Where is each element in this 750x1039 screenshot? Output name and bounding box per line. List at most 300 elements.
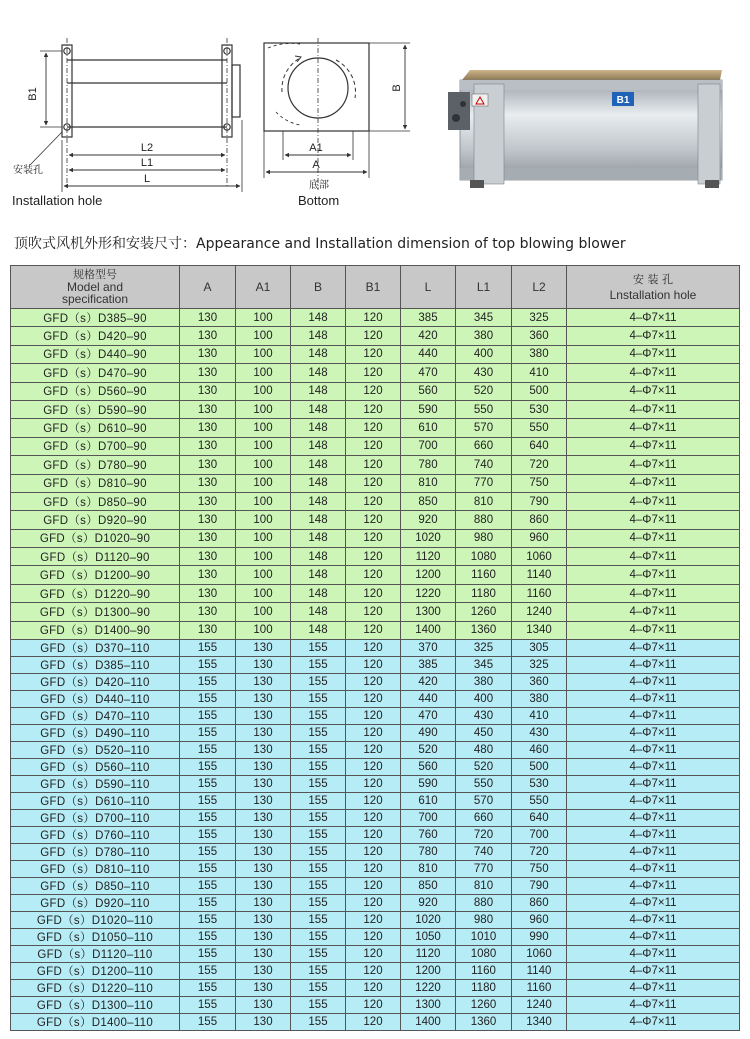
cell-model: GFD（s）D610–110 [11, 793, 180, 810]
cell-l1: 520 [456, 759, 512, 776]
cell-l: 440 [401, 345, 456, 363]
table-row [11, 345, 740, 363]
cell-a: 155 [180, 963, 236, 980]
cell-b: 148 [291, 621, 346, 639]
table-body [11, 309, 740, 1031]
header-model [11, 266, 180, 309]
cell-installation-hole: 4–Φ7×11 [567, 708, 740, 725]
cell-b1: 120 [346, 980, 401, 997]
cell-l: 760 [401, 827, 456, 844]
cell-l1: 430 [456, 364, 512, 382]
cell-model: GFD（s）D385–110 [11, 657, 180, 674]
dim-l2-label: L2 [140, 142, 154, 154]
cell-l1: 660 [456, 437, 512, 455]
cell-a1: 100 [236, 309, 291, 327]
cell-l: 1120 [401, 548, 456, 566]
cell-a: 155 [180, 810, 236, 827]
cell-l1: 1260 [456, 997, 512, 1014]
side-view-drawing [30, 38, 242, 192]
cell-b1: 120 [346, 793, 401, 810]
cell-l2: 700 [512, 827, 567, 844]
header-l2: L2 [512, 266, 567, 309]
cell-l2: 860 [512, 895, 567, 912]
cell-a: 130 [180, 327, 236, 345]
cell-installation-hole: 4–Φ7×11 [567, 603, 740, 621]
cell-a: 130 [180, 511, 236, 529]
cell-a1: 100 [236, 327, 291, 345]
cell-installation-hole: 4–Φ7×11 [567, 566, 740, 584]
cell-l2: 360 [512, 327, 567, 345]
cell-a: 155 [180, 997, 236, 1014]
cell-l1: 325 [456, 640, 512, 657]
cell-b1: 120 [346, 657, 401, 674]
table-row [11, 776, 740, 793]
cell-l1: 1260 [456, 603, 512, 621]
cell-b1: 120 [346, 456, 401, 474]
cell-l: 780 [401, 844, 456, 861]
cell-a: 130 [180, 437, 236, 455]
cell-b1: 120 [346, 674, 401, 691]
cell-l2: 1160 [512, 980, 567, 997]
cell-b1: 120 [346, 810, 401, 827]
cell-a1: 100 [236, 511, 291, 529]
cell-l1: 1010 [456, 929, 512, 946]
cell-b1: 120 [346, 759, 401, 776]
cell-model: GFD（s）D1200–90 [11, 566, 180, 584]
cell-l2: 640 [512, 437, 567, 455]
cell-b: 148 [291, 437, 346, 455]
cell-installation-hole: 4–Φ7×11 [567, 776, 740, 793]
header-l1: L1 [456, 266, 512, 309]
cell-installation-hole: 4–Φ7×11 [567, 759, 740, 776]
cell-b1: 120 [346, 640, 401, 657]
cell-model: GFD（s）D1220–90 [11, 584, 180, 602]
cell-model: GFD（s）D810–90 [11, 474, 180, 492]
cell-a1: 100 [236, 584, 291, 602]
cell-l: 610 [401, 419, 456, 437]
cell-installation-hole: 4–Φ7×11 [567, 419, 740, 437]
cell-a1: 130 [236, 793, 291, 810]
cell-b: 155 [291, 929, 346, 946]
cell-b1: 120 [346, 474, 401, 492]
cell-model: GFD（s）D700–110 [11, 810, 180, 827]
cell-b1: 120 [346, 437, 401, 455]
cell-installation-hole: 4–Φ7×11 [567, 584, 740, 602]
cell-a1: 130 [236, 810, 291, 827]
cell-a1: 100 [236, 456, 291, 474]
cell-a1: 130 [236, 691, 291, 708]
cell-l: 1220 [401, 980, 456, 997]
cell-a1: 130 [236, 708, 291, 725]
header-a: A [180, 266, 236, 309]
cell-l2: 500 [512, 759, 567, 776]
cell-b: 148 [291, 584, 346, 602]
cell-l1: 430 [456, 708, 512, 725]
dim-a-label: A [312, 159, 320, 171]
cell-installation-hole: 4–Φ7×11 [567, 844, 740, 861]
installation-hole-caption: Installation hole [12, 193, 103, 208]
cell-a: 130 [180, 474, 236, 492]
cell-a: 155 [180, 912, 236, 929]
cell-model: GFD（s）D420–110 [11, 674, 180, 691]
table-row [11, 309, 740, 327]
cell-b1: 120 [346, 345, 401, 363]
cell-a1: 130 [236, 980, 291, 997]
cell-l2: 380 [512, 691, 567, 708]
cell-a1: 130 [236, 878, 291, 895]
cell-a1: 130 [236, 946, 291, 963]
cell-a: 155 [180, 759, 236, 776]
cell-l1: 550 [456, 400, 512, 418]
section-title: 顶吹式风机外形和安装尺寸：Appearance and Installation dimension of top blowing blower [14, 236, 626, 252]
cell-l1: 1160 [456, 963, 512, 980]
cell-installation-hole: 4–Φ7×11 [567, 364, 740, 382]
cell-l2: 325 [512, 309, 567, 327]
cell-l1: 740 [456, 456, 512, 474]
dim-b-label: B [391, 84, 403, 92]
cell-b1: 120 [346, 997, 401, 1014]
cell-a: 155 [180, 776, 236, 793]
cell-b1: 120 [346, 725, 401, 742]
cell-a1: 130 [236, 657, 291, 674]
cell-a: 130 [180, 309, 236, 327]
cell-l2: 1140 [512, 963, 567, 980]
cell-l: 440 [401, 691, 456, 708]
cell-b1: 120 [346, 400, 401, 418]
cell-installation-hole: 4–Φ7×11 [567, 946, 740, 963]
cell-b: 148 [291, 529, 346, 547]
cell-a: 130 [180, 345, 236, 363]
cell-l2: 1060 [512, 946, 567, 963]
table-row [11, 946, 740, 963]
cell-a: 130 [180, 548, 236, 566]
cell-b: 148 [291, 364, 346, 382]
cell-l2: 460 [512, 742, 567, 759]
drawings-svg [0, 0, 750, 215]
header-hole-en: Lnstallation hole [609, 287, 697, 302]
cell-l2: 550 [512, 419, 567, 437]
table-row [11, 912, 740, 929]
cell-l1: 345 [456, 309, 512, 327]
table-row [11, 691, 740, 708]
cell-l2: 990 [512, 929, 567, 946]
cell-a: 155 [180, 657, 236, 674]
cell-model: GFD（s）D1400–90 [11, 621, 180, 639]
cell-a: 155 [180, 929, 236, 946]
table-row [11, 382, 740, 400]
figures-area [0, 0, 750, 215]
cell-l: 520 [401, 742, 456, 759]
cell-l: 590 [401, 400, 456, 418]
cell-installation-hole: 4–Φ7×11 [567, 400, 740, 418]
cell-a: 155 [180, 861, 236, 878]
cell-model: GFD（s）D780–90 [11, 456, 180, 474]
cell-a: 155 [180, 708, 236, 725]
cell-l1: 1080 [456, 946, 512, 963]
cell-l2: 305 [512, 640, 567, 657]
cell-model: GFD（s）D1200–110 [11, 963, 180, 980]
cell-b: 155 [291, 827, 346, 844]
cell-a1: 130 [236, 844, 291, 861]
install-hole-cn-label: 安装孔 [13, 165, 43, 176]
cell-l1: 980 [456, 529, 512, 547]
cell-l2: 790 [512, 492, 567, 510]
cell-l2: 1340 [512, 621, 567, 639]
cell-l: 370 [401, 640, 456, 657]
header-installation-hole [567, 266, 740, 309]
table-row [11, 708, 740, 725]
cell-a1: 130 [236, 861, 291, 878]
table-row [11, 827, 740, 844]
cell-installation-hole: 4–Φ7×11 [567, 529, 740, 547]
blower-photo [448, 70, 722, 188]
cell-installation-hole: 4–Φ7×11 [567, 912, 740, 929]
header-model-en1: Model and [66, 280, 124, 294]
cell-model: GFD（s）D700–90 [11, 437, 180, 455]
cell-a1: 130 [236, 776, 291, 793]
table-row [11, 895, 740, 912]
cell-l2: 380 [512, 345, 567, 363]
cell-a1: 100 [236, 382, 291, 400]
cell-l2: 860 [512, 511, 567, 529]
table-row [11, 810, 740, 827]
cell-a1: 100 [236, 419, 291, 437]
table-row [11, 844, 740, 861]
header-b: B [291, 266, 346, 309]
cell-b: 155 [291, 691, 346, 708]
table-row [11, 419, 740, 437]
cell-l1: 740 [456, 844, 512, 861]
cell-l1: 400 [456, 691, 512, 708]
cell-a1: 130 [236, 997, 291, 1014]
dim-a1-label: A1 [309, 142, 323, 154]
cell-model: GFD（s）D370–110 [11, 640, 180, 657]
cell-l1: 810 [456, 492, 512, 510]
cell-a: 155 [180, 946, 236, 963]
table-row [11, 1014, 740, 1031]
bottom-view-drawing [264, 38, 410, 190]
cell-b1: 120 [346, 912, 401, 929]
cell-l1: 570 [456, 793, 512, 810]
cell-model: GFD（s）D1400–110 [11, 1014, 180, 1031]
cell-l1: 520 [456, 382, 512, 400]
cell-a1: 130 [236, 929, 291, 946]
cell-installation-hole: 4–Φ7×11 [567, 810, 740, 827]
cell-installation-hole: 4–Φ7×11 [567, 725, 740, 742]
cell-b: 155 [291, 657, 346, 674]
cell-b: 155 [291, 640, 346, 657]
cell-l1: 810 [456, 878, 512, 895]
cell-b: 155 [291, 997, 346, 1014]
cell-b1: 120 [346, 364, 401, 382]
cell-model: GFD（s）D920–90 [11, 511, 180, 529]
cell-installation-hole: 4–Φ7×11 [567, 929, 740, 946]
cell-installation-hole: 4–Φ7×11 [567, 640, 740, 657]
cell-l: 1050 [401, 929, 456, 946]
cell-a1: 100 [236, 566, 291, 584]
cell-l: 700 [401, 437, 456, 455]
header-b1: B1 [346, 266, 401, 309]
table-row [11, 529, 740, 547]
cell-installation-hole: 4–Φ7×11 [567, 742, 740, 759]
cell-a: 130 [180, 621, 236, 639]
cell-a: 155 [180, 793, 236, 810]
table-row [11, 437, 740, 455]
cell-installation-hole: 4–Φ7×11 [567, 474, 740, 492]
table-row [11, 548, 740, 566]
cell-installation-hole: 4–Φ7×11 [567, 674, 740, 691]
cell-l: 470 [401, 708, 456, 725]
cell-l1: 980 [456, 912, 512, 929]
cell-l: 1020 [401, 912, 456, 929]
cell-a: 130 [180, 603, 236, 621]
table-row [11, 511, 740, 529]
cell-l: 420 [401, 327, 456, 345]
cell-b1: 120 [346, 946, 401, 963]
cell-b: 148 [291, 603, 346, 621]
bottom-caption: Bottom [298, 193, 340, 208]
cell-l2: 720 [512, 844, 567, 861]
cell-l: 1200 [401, 566, 456, 584]
cell-a1: 100 [236, 400, 291, 418]
cell-l1: 345 [456, 657, 512, 674]
cell-a1: 130 [236, 1014, 291, 1031]
table-header-row [11, 266, 740, 309]
cell-a: 155 [180, 725, 236, 742]
cell-a: 130 [180, 529, 236, 547]
cell-b: 155 [291, 725, 346, 742]
cell-a: 155 [180, 895, 236, 912]
cell-a1: 100 [236, 474, 291, 492]
table-row [11, 566, 740, 584]
cell-model: GFD（s）D610–90 [11, 419, 180, 437]
bottom-cn-label: 底部 [309, 180, 329, 191]
cell-b1: 120 [346, 327, 401, 345]
cell-l1: 400 [456, 345, 512, 363]
cell-l2: 790 [512, 878, 567, 895]
cell-b1: 120 [346, 895, 401, 912]
cell-model: GFD（s）D470–110 [11, 708, 180, 725]
cell-l1: 1180 [456, 584, 512, 602]
cell-model: GFD（s）D1120–110 [11, 946, 180, 963]
cell-b: 155 [291, 708, 346, 725]
cell-a: 130 [180, 400, 236, 418]
table-row [11, 474, 740, 492]
cell-a: 130 [180, 492, 236, 510]
cell-l2: 410 [512, 364, 567, 382]
cell-l2: 960 [512, 912, 567, 929]
cell-l1: 720 [456, 827, 512, 844]
cell-l: 560 [401, 382, 456, 400]
cell-l: 490 [401, 725, 456, 742]
cell-l2: 750 [512, 474, 567, 492]
cell-a: 130 [180, 566, 236, 584]
cell-b1: 120 [346, 1014, 401, 1031]
cell-l: 420 [401, 674, 456, 691]
cell-a: 155 [180, 844, 236, 861]
cell-l: 920 [401, 895, 456, 912]
cell-model: GFD（s）D780–110 [11, 844, 180, 861]
table-row [11, 603, 740, 621]
cell-l: 385 [401, 657, 456, 674]
cell-l: 700 [401, 810, 456, 827]
table-row [11, 657, 740, 674]
cell-b: 155 [291, 1014, 346, 1031]
cell-b: 148 [291, 548, 346, 566]
cell-installation-hole: 4–Φ7×11 [567, 980, 740, 997]
cell-a: 130 [180, 382, 236, 400]
cell-model: GFD（s）D560–90 [11, 382, 180, 400]
cell-a1: 100 [236, 548, 291, 566]
cell-installation-hole: 4–Φ7×11 [567, 511, 740, 529]
cell-l: 780 [401, 456, 456, 474]
cell-model: GFD（s）D1020–110 [11, 912, 180, 929]
cell-a1: 100 [236, 345, 291, 363]
table-row [11, 963, 740, 980]
cell-b1: 120 [346, 584, 401, 602]
cell-b: 155 [291, 810, 346, 827]
cell-l: 1220 [401, 584, 456, 602]
cell-installation-hole: 4–Φ7×11 [567, 861, 740, 878]
cell-l2: 1240 [512, 997, 567, 1014]
cell-l: 1200 [401, 963, 456, 980]
cell-a1: 130 [236, 759, 291, 776]
cell-l1: 1160 [456, 566, 512, 584]
cell-b1: 120 [346, 382, 401, 400]
spec-table [10, 265, 740, 1031]
cell-l1: 770 [456, 861, 512, 878]
cell-l1: 380 [456, 674, 512, 691]
cell-a1: 130 [236, 674, 291, 691]
cell-installation-hole: 4–Φ7×11 [567, 1014, 740, 1031]
cell-b: 148 [291, 400, 346, 418]
cell-model: GFD（s）D1300–90 [11, 603, 180, 621]
cell-a1: 100 [236, 492, 291, 510]
cell-l: 810 [401, 861, 456, 878]
header-hole-cn: 安 装 孔 [633, 272, 673, 286]
cell-l: 470 [401, 364, 456, 382]
cell-l1: 450 [456, 725, 512, 742]
cell-b: 148 [291, 327, 346, 345]
table-row [11, 640, 740, 657]
cell-installation-hole: 4–Φ7×11 [567, 895, 740, 912]
cell-model: GFD（s）D920–110 [11, 895, 180, 912]
cell-b1: 120 [346, 691, 401, 708]
cell-b: 155 [291, 895, 346, 912]
cell-installation-hole: 4–Φ7×11 [567, 793, 740, 810]
cell-l2: 750 [512, 861, 567, 878]
table-row [11, 861, 740, 878]
cell-installation-hole: 4–Φ7×11 [567, 548, 740, 566]
cell-b1: 120 [346, 603, 401, 621]
cell-l: 1400 [401, 1014, 456, 1031]
cell-l2: 1140 [512, 566, 567, 584]
cell-l: 385 [401, 309, 456, 327]
cell-l: 1020 [401, 529, 456, 547]
cell-b1: 120 [346, 529, 401, 547]
cell-b: 155 [291, 674, 346, 691]
cell-b: 148 [291, 474, 346, 492]
table-row [11, 929, 740, 946]
cell-b: 148 [291, 382, 346, 400]
cell-model: GFD（s）D420–90 [11, 327, 180, 345]
cell-b1: 120 [346, 929, 401, 946]
header-model-cn: 规格型号 [73, 268, 117, 281]
cell-l2: 1240 [512, 603, 567, 621]
cell-l1: 550 [456, 776, 512, 793]
table-row [11, 674, 740, 691]
cell-installation-hole: 4–Φ7×11 [567, 456, 740, 474]
